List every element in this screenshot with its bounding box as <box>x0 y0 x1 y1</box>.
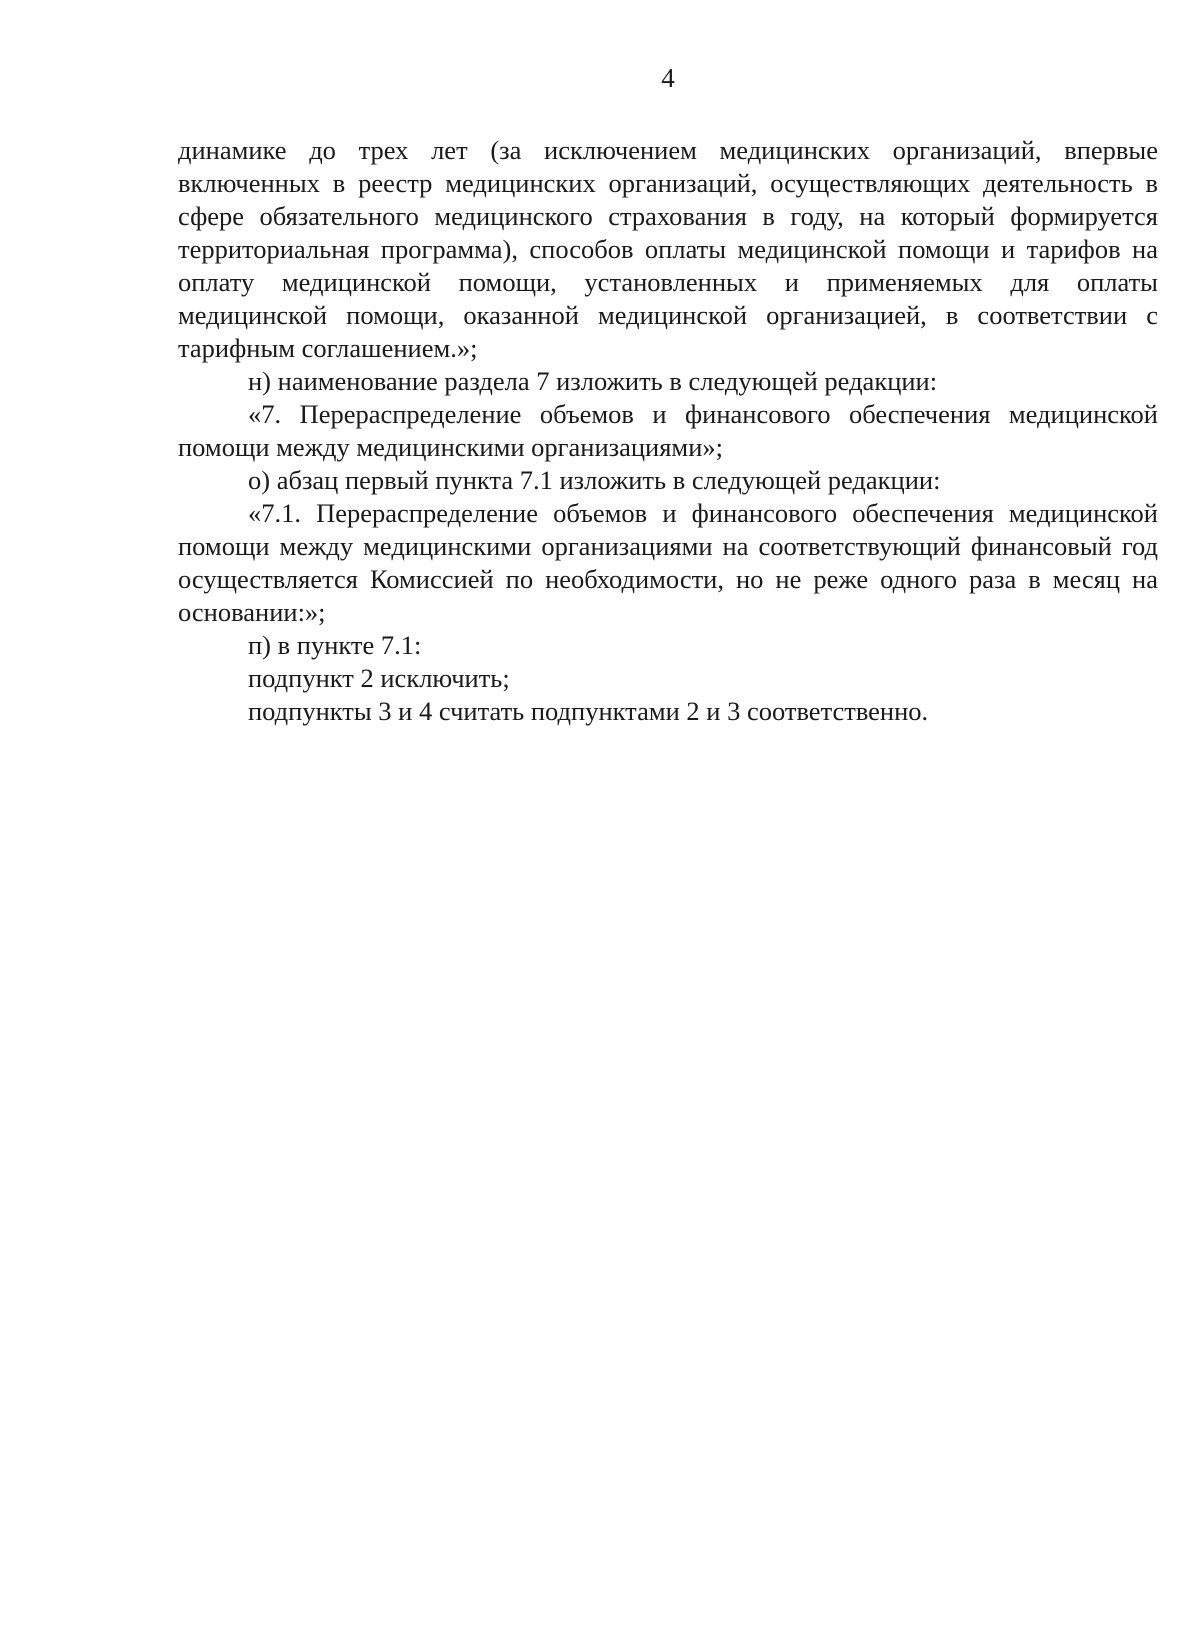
paragraph-clause-7-1: «7.1. Перераспределение объемов и финансового обеспечения медицинской помощи между медицинскими организациями на соответствующий финансовый год осуществляется Комиссией по необходимости, но не реже одного раза в месяц на основании:»; <box>178 498 1158 627</box>
paragraph-subclauses-3-4: подпункты 3 и 4 считать подпунктами 2 и 3 соответственно. <box>248 696 929 726</box>
paragraph-item-n: н) наименование раздела 7 изложить в следующей редакции: <box>248 366 938 396</box>
paragraph-subclause-2: подпункт 2 исключить; <box>248 663 510 693</box>
paragraph-section-7-title: «7. Перераспределение объемов и финансового обеспечения медицинской помощи между медицинскими организациями»; <box>178 399 1158 462</box>
page-number: 4 <box>661 63 675 93</box>
paragraph-item-o: о) абзац первый пункта 7.1 изложить в следующей редакции: <box>248 465 941 495</box>
document-body <box>178 134 1158 728</box>
paragraph-continuation: динамике до трех лет (за исключением медицинских организаций, впервые включенных в реестр медицинских организаций, осуществляющих деятельность в сфере обязательного медицинского страхования в году, на который формируется территориальная программа), способов оплаты медицинской помощи и тарифов на оплату медицинской помощи, установленных и применяемых для оплаты медицинской помощи, оказанной медицинской организацией, в соответствии с тарифным соглашением.»; <box>178 135 1158 363</box>
paragraph-item-p: п) в пункте 7.1: <box>248 630 422 660</box>
